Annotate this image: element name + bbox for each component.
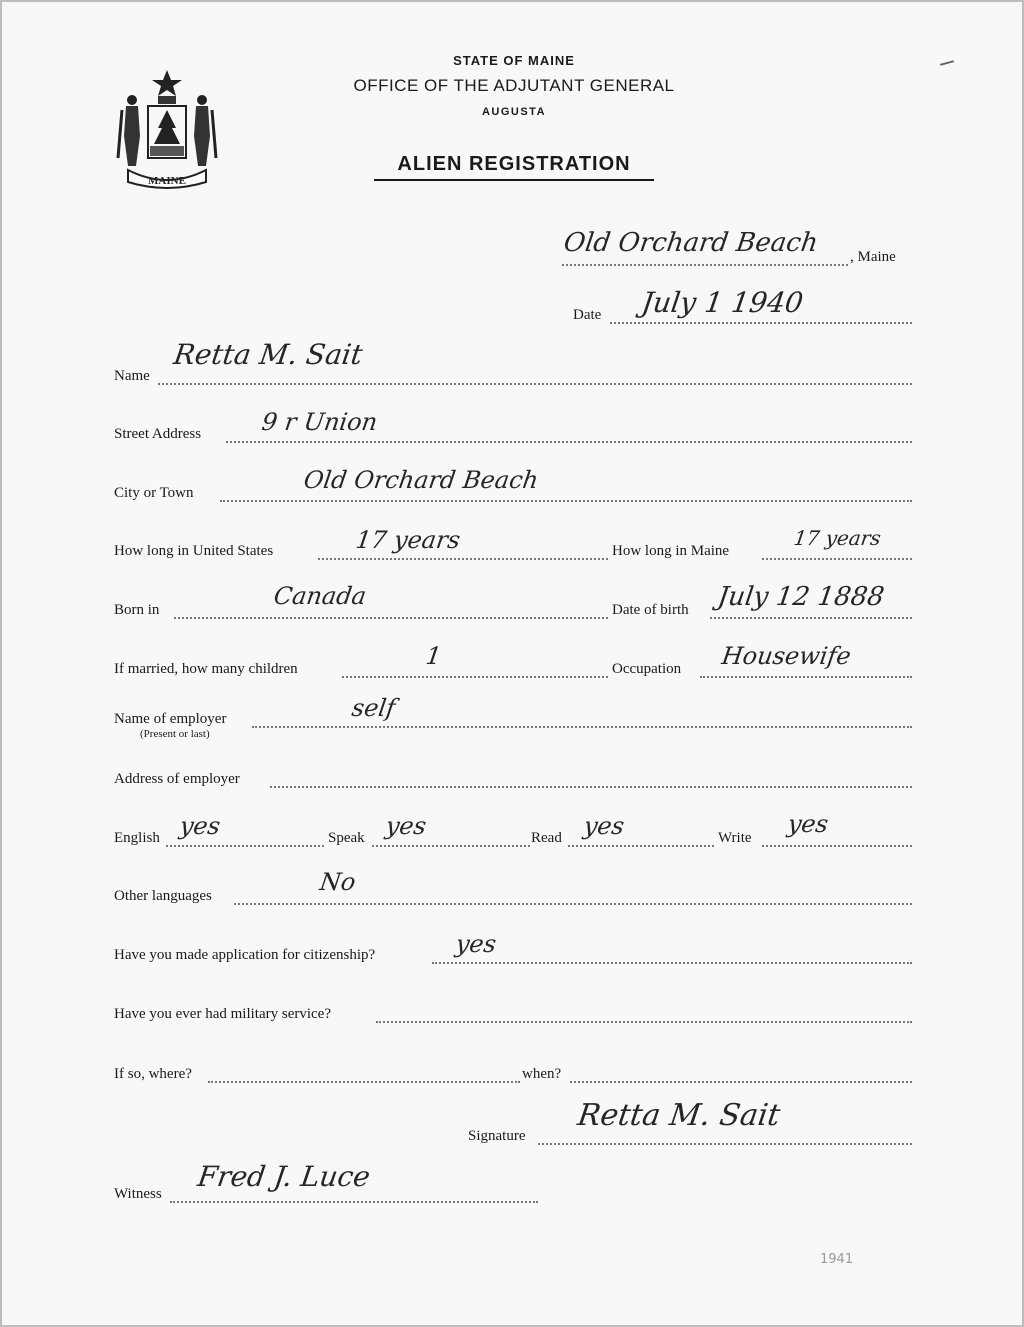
born-in-label: Born in [114, 602, 160, 618]
read-line [568, 845, 714, 847]
name-line [158, 383, 912, 385]
street-label: Street Address [114, 426, 202, 442]
english-label: English [114, 830, 160, 846]
how-long-us-value: 17 years [354, 526, 462, 554]
born-in-line [174, 617, 608, 619]
write-value: yes [786, 810, 831, 838]
speak-line [372, 845, 530, 847]
born-in-value: Canada [272, 582, 369, 610]
speak-value: yes [384, 812, 429, 840]
children-line [342, 676, 608, 678]
date-line [610, 322, 912, 324]
birth-date-value: July 12 1888 [715, 582, 887, 612]
location-line [562, 264, 848, 266]
occupation-label: Occupation [612, 661, 682, 677]
employer-label: Name of employer [114, 711, 227, 727]
witness-line [170, 1201, 538, 1203]
how-long-me-label: How long in Maine [612, 543, 730, 559]
location-suffix: , Maine [850, 249, 896, 265]
where-label: If so, where? [114, 1066, 192, 1082]
occupation-line [700, 676, 912, 678]
how-long-us-label: How long in United States [114, 543, 274, 559]
employer-note: (Present or last) [140, 728, 210, 740]
how-long-me-line [762, 558, 912, 560]
military-label: Have you ever had military service? [114, 1006, 331, 1022]
when-line [570, 1081, 912, 1083]
birth-date-label: Date of birth [612, 602, 689, 618]
street-value: 9 r Union [260, 408, 380, 436]
military-line [376, 1021, 912, 1023]
children-value: 1 [424, 642, 444, 670]
witness-label: Witness [114, 1186, 162, 1202]
english-line [166, 845, 324, 847]
signature-label: Signature [468, 1128, 526, 1144]
employer-address-label: Address of employer [114, 771, 240, 787]
office-heading: OFFICE OF THE ADJUTANT GENERAL [353, 76, 675, 95]
other-languages-label: Other languages [114, 888, 212, 904]
children-label: If married, how many children [114, 661, 298, 677]
location-value: Old Orchard Beach [561, 228, 820, 258]
write-line [762, 845, 912, 847]
when-label: when? [522, 1066, 562, 1082]
title-underline [374, 179, 654, 181]
signature-value: Retta M. Sait [575, 1098, 783, 1133]
read-value: yes [582, 812, 627, 840]
citizenship-label: Have you made application for citizenship? [114, 947, 376, 963]
city-line [220, 500, 912, 502]
how-long-us-line [318, 558, 608, 560]
where-line [208, 1081, 520, 1083]
seal-banner-text: MAINE [148, 175, 186, 187]
employer-address-line [270, 786, 912, 788]
date-label: Date [573, 307, 602, 323]
other-languages-value: No [318, 868, 358, 896]
read-label: Read [531, 830, 562, 846]
write-label: Write [718, 830, 752, 846]
name-value: Retta M. Sait [171, 338, 365, 371]
city-value: Old Orchard Beach [302, 466, 541, 494]
signature-line [538, 1143, 912, 1145]
employer-value: self [350, 694, 398, 722]
speak-label: Speak [328, 830, 365, 846]
other-languages-line [234, 903, 912, 905]
date-value: July 1 1940 [639, 286, 806, 319]
how-long-me-value: 17 years [792, 526, 883, 550]
occupation-value: Housewife [720, 642, 853, 670]
employer-line [252, 726, 912, 728]
english-value: yes [178, 812, 223, 840]
witness-value: Fred J. Luce [195, 1160, 373, 1193]
name-label: Name [114, 368, 150, 384]
citizenship-value: yes [454, 930, 499, 958]
form-title: ALIEN REGISTRATION [397, 153, 631, 175]
state-heading: STATE OF MAINE [453, 53, 575, 68]
city-label: City or Town [114, 485, 194, 501]
citizenship-line [432, 962, 912, 964]
footer-stamp: 1941 [820, 1252, 854, 1267]
street-line [226, 441, 912, 443]
city-heading: AUGUSTA [481, 106, 547, 118]
birth-date-line [710, 617, 912, 619]
